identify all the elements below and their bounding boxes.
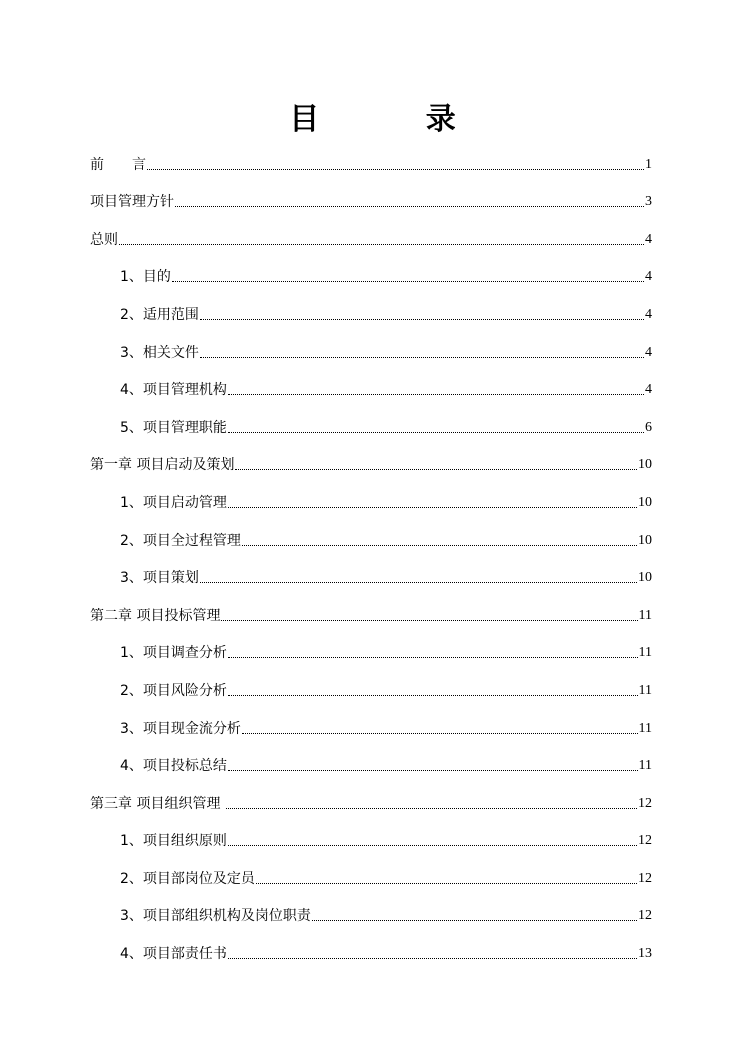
toc-dot-leader [119, 243, 644, 245]
toc-entry-label: 3、项目策划 [120, 570, 199, 587]
toc-dot-leader [200, 581, 637, 583]
toc-entry[interactable] [90, 593, 652, 631]
toc-page-number: 4 [645, 306, 652, 322]
toc-page-number: 6 [645, 419, 652, 435]
toc-entry-label: 1、项目调查分析 [120, 645, 227, 662]
toc-entry-label: 前 言 [90, 156, 146, 173]
toc-entry[interactable] [90, 556, 652, 594]
toc-entry[interactable] [90, 368, 652, 406]
toc-page-number: 11 [638, 607, 652, 623]
toc-page-number: 13 [638, 946, 652, 962]
toc-page-number: 12 [638, 833, 652, 849]
toc-entry[interactable] [90, 292, 652, 330]
toc-entry-label: 3、项目现金流分析 [120, 720, 241, 737]
toc-page-number: 10 [638, 494, 652, 510]
toc-entry-label: 2、适用范围 [120, 306, 199, 323]
toc-page-number: 1 [645, 156, 652, 172]
toc-page-number: 12 [638, 870, 652, 886]
toc-dot-leader [172, 280, 644, 282]
toc-entry[interactable] [90, 931, 652, 969]
toc-entry-label: 第一章 项目启动及策划 [90, 457, 235, 474]
toc-dot-leader [200, 318, 644, 320]
toc-entry[interactable] [90, 480, 652, 518]
toc-entry[interactable] [90, 819, 652, 857]
toc-entry-label: 1、项目组织原则 [120, 833, 227, 850]
toc-entry-label: 1、目的 [120, 269, 171, 286]
toc-entry[interactable] [90, 894, 652, 932]
toc-entry-label: 5、项目管理职能 [120, 419, 227, 436]
toc-dot-leader [228, 769, 638, 771]
toc-page-number: 10 [638, 457, 652, 473]
toc-dot-leader [228, 694, 638, 696]
toc-entry[interactable] [90, 405, 652, 443]
toc-page-number: 12 [638, 908, 652, 924]
toc-dot-leader [147, 168, 644, 170]
toc-entry[interactable] [90, 217, 652, 255]
toc-entry-label: 4、项目投标总结 [120, 758, 227, 775]
toc-entry-label: 第三章 项目组织管理 [90, 795, 225, 812]
toc-entry[interactable] [90, 631, 652, 669]
toc-entry[interactable] [90, 781, 652, 819]
toc-dot-leader [312, 919, 637, 921]
toc-entry[interactable] [90, 744, 652, 782]
toc-entry-label: 1、项目启动管理 [120, 494, 227, 511]
toc-page-number: 4 [645, 344, 652, 360]
toc-page-number: 4 [645, 382, 652, 398]
toc-dot-leader [228, 957, 637, 959]
toc-entry[interactable] [90, 668, 652, 706]
toc-entry[interactable] [90, 255, 652, 293]
toc-entry-label: 2、项目全过程管理 [120, 532, 241, 549]
toc-page-number: 3 [645, 194, 652, 210]
toc-entry-label: 2、项目风险分析 [120, 682, 227, 699]
toc-dot-leader [242, 732, 638, 734]
toc-entry[interactable] [90, 330, 652, 368]
toc-page-number: 10 [638, 570, 652, 586]
toc-page-number: 4 [645, 231, 652, 247]
toc-entry-label: 2、项目部岗位及定员 [120, 870, 255, 887]
page-title: 目 录 [289, 102, 504, 137]
toc-entry-label: 4、项目管理机构 [120, 382, 227, 399]
toc-entry[interactable] [90, 856, 652, 894]
toc-dot-leader [256, 882, 637, 884]
toc-entry[interactable] [90, 142, 652, 180]
toc-page-number: 10 [638, 532, 652, 548]
toc-entry[interactable] [90, 706, 652, 744]
toc-entry[interactable] [90, 518, 652, 556]
toc-dot-leader [200, 356, 644, 358]
toc-page-number: 11 [638, 645, 652, 661]
toc-entry-label: 总则 [90, 231, 118, 248]
toc-entry[interactable] [90, 180, 652, 218]
toc-dot-leader [221, 619, 637, 621]
toc-entry-label: 第二章 项目投标管理 [90, 607, 221, 624]
toc-page-number: 12 [638, 795, 652, 811]
toc-entry-label: 3、项目部组织机构及岗位职责 [120, 908, 311, 925]
toc-page-number: 11 [638, 682, 652, 698]
toc-entry-label: 3、相关文件 [120, 344, 199, 361]
toc-dot-leader [175, 205, 644, 207]
toc-dot-leader [228, 506, 637, 508]
toc-dot-leader [242, 544, 637, 546]
toc-dot-leader [226, 807, 637, 809]
toc-entry[interactable] [90, 443, 652, 481]
toc-dot-leader [228, 844, 637, 846]
toc-entry-label: 项目管理方针 [90, 194, 174, 211]
toc-dot-leader [228, 393, 644, 395]
toc-dot-leader [235, 468, 637, 470]
toc-page-number: 4 [645, 269, 652, 285]
toc-entry-label: 4、项目部责任书 [120, 946, 227, 963]
toc-dot-leader [228, 431, 644, 433]
toc-page-number: 11 [638, 758, 652, 774]
toc-page-number: 11 [638, 720, 652, 736]
table-of-contents [90, 142, 652, 969]
toc-dot-leader [228, 656, 638, 658]
